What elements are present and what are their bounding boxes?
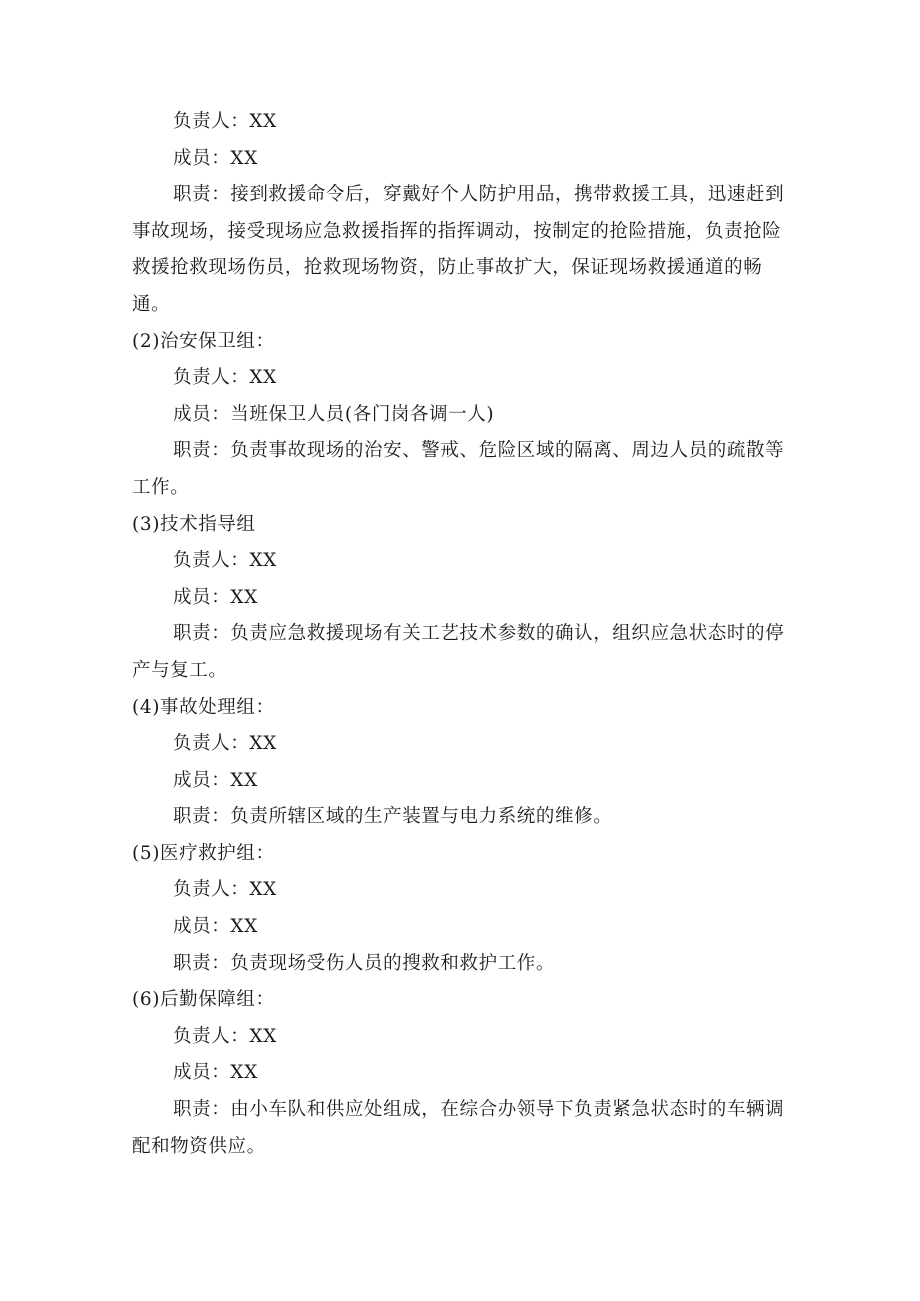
leader-line: 负责人：XX [173, 111, 277, 132]
members-line: 成员：XX [173, 769, 258, 791]
document-body [132, 104, 792, 1165]
members-line: 成员：XX [173, 916, 258, 938]
duty-paragraph: 职责：负责应急救援现场有关工艺技术参数的确认，组织应急状态时的停产与复工。 [132, 623, 785, 681]
section-heading: (2)治安保卫组： [132, 330, 275, 352]
section-heading: (6)后勤保障组： [132, 989, 275, 1011]
leader-line: 负责人：XX [173, 733, 277, 755]
section-heading: (3)技术指导组 [132, 513, 256, 535]
leader-line: 负责人：XX [173, 879, 277, 901]
duty-paragraph: 职责：负责事故现场的治安、警戒、危险区域的隔离、周边人员的疏散等工作。 [132, 440, 785, 498]
section-heading: (5)医疗救护组： [132, 842, 275, 864]
members-line: 成员：XX [173, 1062, 258, 1084]
leader-line: 负责人：XX [173, 367, 277, 389]
duty-paragraph: 职责：由小车队和供应处组成，在综合办领导下负责紧急状态时的车辆调配和物资供应。 [132, 1099, 785, 1157]
section-heading: (4)事故处理组： [132, 696, 275, 718]
leader-line: 负责人：XX [173, 1025, 277, 1047]
members-line: 成员：XX [173, 586, 258, 608]
members-line: 成员：XX [173, 147, 258, 169]
leader-line: 负责人：XX [173, 550, 277, 572]
members-line: 成员：当班保卫人员(各门岗各调一人) [173, 403, 495, 425]
duty-paragraph: 职责：负责所辖区域的生产装置与电力系统的维修。 [173, 806, 613, 828]
duty-paragraph: 职责：接到救援命令后，穿戴好个人防护用品，携带救援工具，迅速赶到事故现场，接受现场应急救援指挥的指挥调动，按制定的抢险措施，负责抢险救援抢救现场伤员，抢救现场物资，防止事故扩大，保证现场救援通道的畅通。 [132, 184, 785, 315]
duty-paragraph: 职责：负责现场受伤人员的搜救和救护工作。 [173, 952, 556, 974]
